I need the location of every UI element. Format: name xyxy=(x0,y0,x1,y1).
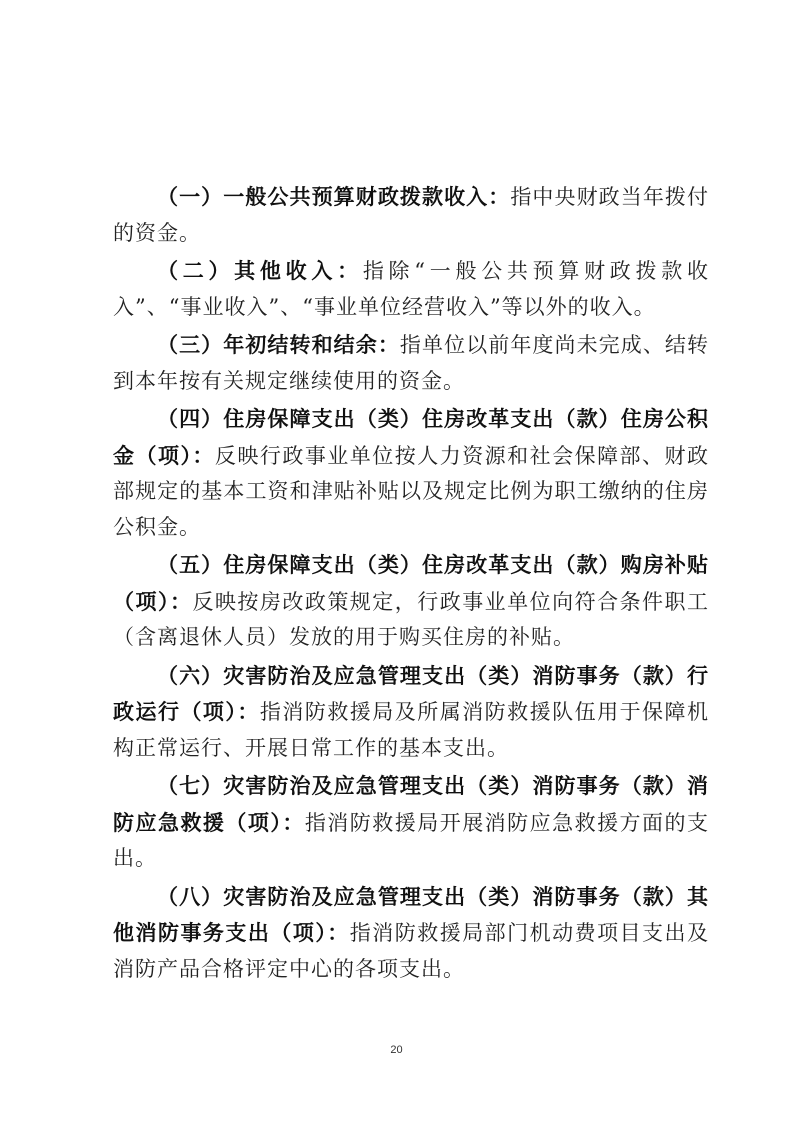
term-definition: 反映按房改政策规定，行政事业单位向符合条件职工（含离退休人员）发放的用于购买住房的补贴。 xyxy=(113,589,710,649)
term-definition: 指消防救援局部门机动费项目支出及消防产品合格评定中心的各项支出。 xyxy=(113,921,710,981)
term-heading: （四）住房保障支出（类）住房改革支出（款）住房公积金（项）： xyxy=(113,406,709,468)
term-heading: （五）住房保障支出（类）住房改革支出（款）购房补贴（项）： xyxy=(113,552,709,614)
definition-paragraph xyxy=(113,879,709,988)
term-heading: （三）年初结转和结余： xyxy=(157,332,400,357)
term-heading: （一）一般公共预算财政拨款收入： xyxy=(157,184,511,209)
term-heading: （八）灾害防治及应急管理支出（类）消防事务（款）其他消防事务支出（项）： xyxy=(113,883,709,945)
term-heading: （二）其他收入： xyxy=(157,258,363,283)
definition-paragraph xyxy=(113,179,709,251)
document-body xyxy=(113,179,709,989)
page-number: 20 xyxy=(390,1044,403,1056)
definition-paragraph xyxy=(113,547,709,656)
definition-paragraph xyxy=(113,658,709,767)
term-definition: 指消防救援局及所属消防救援队伍用于保障机构正常运行、开展日常工作的基本支出。 xyxy=(113,700,710,760)
term-heading: （七）灾害防治及应急管理支出（类）消防事务（款）消防应急救援（项）： xyxy=(113,773,709,835)
definition-paragraph xyxy=(113,327,709,399)
definition-paragraph xyxy=(113,401,709,545)
definition-paragraph xyxy=(113,768,709,877)
term-definition: 反映行政事业单位按人力资源和社会保障部、财政部规定的基本工资和津贴补贴以及规定比例为职工缴纳的住房公积金。 xyxy=(113,443,710,539)
definition-paragraph xyxy=(113,253,709,325)
term-definition: 指单位以前年度尚未完成、结转到本年按有关规定继续使用的资金。 xyxy=(113,333,710,393)
term-definition: 指除“一般公共预算财政拨款收入”、“事业收入”、“事业单位经营收入”等以外的收入。 xyxy=(113,259,709,319)
term-definition: 指消防救援局开展消防应急救援方面的支出。 xyxy=(113,810,709,870)
term-definition: 指中央财政当年拨付的资金。 xyxy=(113,185,710,245)
term-heading: （六）灾害防治及应急管理支出（类）消防事务（款）行政运行（项）： xyxy=(113,662,709,724)
